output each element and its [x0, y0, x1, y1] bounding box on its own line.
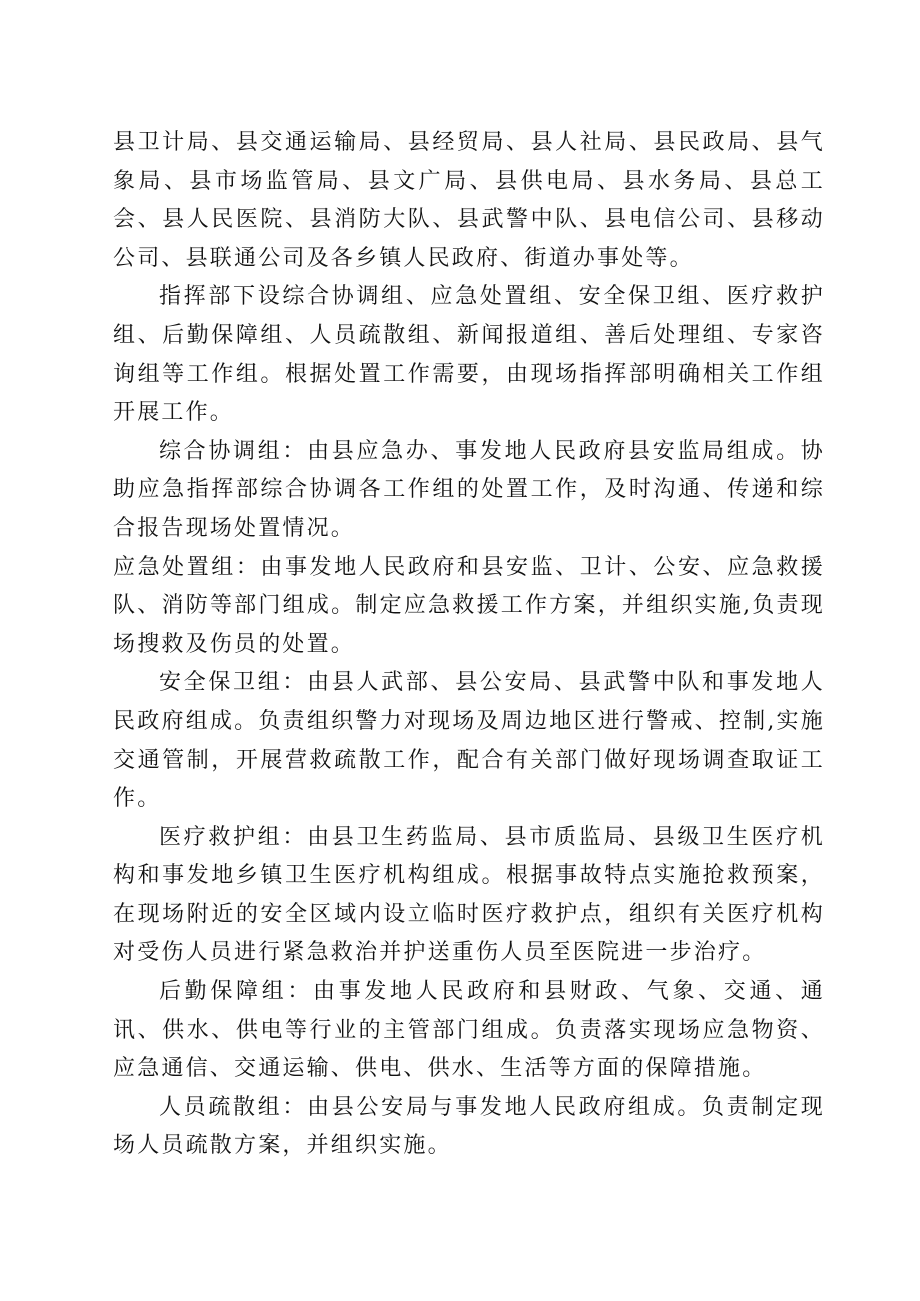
paragraph-security-group: 安全保卫组：由县人武部、县公安局、县武警中队和事发地人民政府组成。负责组织警力对现场及周边地区进行警戒、控制,实施交通管制，开展营救疏散工作，配合有关部门做好现场调查取证工作。 [113, 670, 825, 812]
paragraph-agency-list-continued: 县卫计局、县交通运输局、县经贸局、县人社局、县民政局、县气象局、县市场监管局、县文广局、县供电局、县水务局、县总工会、县人民医院、县消防大队、县武警中队、县电信公司、县移动公司、县联通公司及各乡镇人民政府、街道办事处等。 [113, 130, 825, 271]
document-body [113, 124, 825, 1166]
paragraph-emergency-response-group: 应急处置组：由事发地人民政府和县安监、卫计、公安、应急救援队、消防等部门组成。制定应急救援工作方案，并组织实施,负责现场搜救及伤员的处置。 [113, 554, 825, 657]
paragraph-coordination-group: 综合协调组：由县应急办、事发地人民政府县安监局组成。协助应急指挥部综合协调各工作组的处置工作，及时沟通、传递和综合报告现场处置情况。 [113, 438, 825, 541]
paragraph-medical-group: 医疗救护组：由县卫生药监局、县市质监局、县级卫生医疗机构和事发地乡镇卫生医疗机构组成。根据事故特点实施抢救预案，在现场附近的安全区域内设立临时医疗救护点，组织有关医疗机构对受伤人员进行紧急救治并护送重伤人员至医院进一步治疗。 [113, 824, 825, 966]
paragraph-logistics-group: 后勤保障组：由事发地人民政府和县财政、气象、交通、通讯、供水、供电等行业的主管部门组成。负责落实现场应急物资、应急通信、交通运输、供电、供水、生活等方面的保障措施。 [113, 979, 825, 1082]
paragraph-evacuation-group: 人员疏散组：由县公安局与事发地人民政府组成。负责制定现场人员疏散方案，并组织实施。 [113, 1094, 825, 1159]
paragraph-working-groups: 指挥部下设综合协调组、应急处置组、安全保卫组、医疗救护组、后勤保障组、人员疏散组、新闻报道组、善后处理组、专家咨询组等工作组。根据处置工作需要，由现场指挥部明确相关工作组开展工作。 [113, 284, 825, 426]
